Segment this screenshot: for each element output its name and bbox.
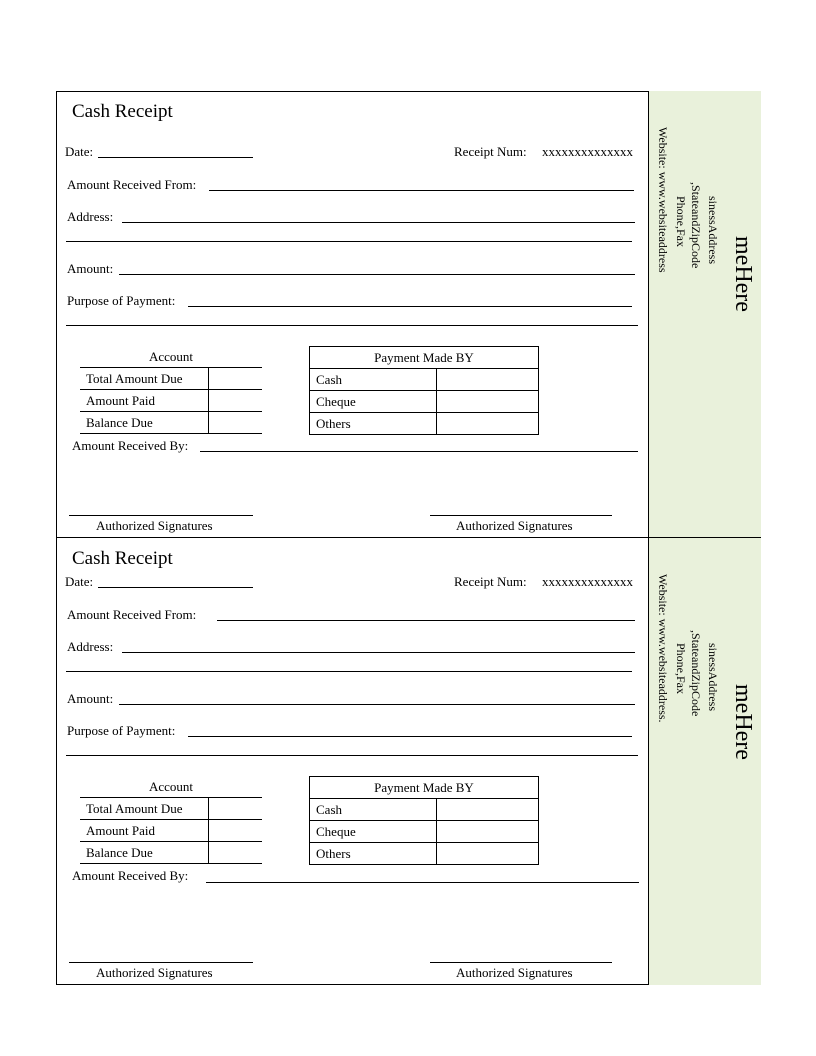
purpose-label: Purpose of Payment: bbox=[67, 723, 176, 738]
address-field-line-2[interactable] bbox=[66, 241, 632, 242]
payment-row-value[interactable] bbox=[437, 821, 539, 843]
account-row-value[interactable] bbox=[209, 390, 263, 412]
signature-line-left[interactable] bbox=[69, 962, 253, 963]
payment-row-label: Cheque bbox=[310, 391, 437, 413]
signature-label-right: Authorized Signatures bbox=[456, 518, 573, 533]
address-field[interactable] bbox=[122, 652, 635, 653]
payment-row-value[interactable] bbox=[437, 799, 539, 821]
signature-label-left: Authorized Signatures bbox=[96, 965, 213, 980]
account-row-value[interactable] bbox=[209, 412, 263, 434]
payment-row-label: Cash bbox=[310, 799, 437, 821]
account-row-value[interactable] bbox=[209, 820, 263, 842]
signature-line-right[interactable] bbox=[430, 515, 612, 516]
amount-label: Amount: bbox=[67, 261, 114, 276]
amount-field[interactable] bbox=[119, 274, 635, 275]
payment-row-label: Cash bbox=[310, 369, 437, 391]
purpose-field-line-2[interactable] bbox=[66, 755, 638, 756]
payment-row-label: Others bbox=[310, 413, 437, 435]
purpose-field[interactable] bbox=[188, 736, 632, 737]
address-field-line-2[interactable] bbox=[66, 671, 632, 672]
amount-label: Amount: bbox=[67, 691, 114, 706]
payment-row-value[interactable] bbox=[437, 413, 539, 435]
amount-received-from-label: Amount Received From: bbox=[67, 177, 197, 192]
address-field[interactable] bbox=[122, 222, 635, 223]
receipt-num-value: xxxxxxxxxxxxxx bbox=[542, 574, 633, 589]
payment-table bbox=[309, 776, 539, 865]
amount-received-from-field[interactable] bbox=[209, 190, 634, 191]
account-row-label: Balance Due bbox=[80, 842, 209, 864]
company-address: sinessAddress bbox=[706, 196, 720, 264]
amount-received-by-label: Amount Received By: bbox=[72, 438, 189, 453]
amount-received-from-field[interactable] bbox=[217, 620, 635, 621]
signature-line-right[interactable] bbox=[430, 962, 612, 963]
amount-received-by-field[interactable] bbox=[200, 451, 638, 452]
account-table-header: Account bbox=[80, 776, 262, 798]
date-label: Date: bbox=[65, 574, 94, 589]
payment-table-header: Payment Made BY bbox=[310, 777, 539, 799]
account-row-label: Total Amount Due bbox=[80, 368, 209, 390]
amount-field[interactable] bbox=[119, 704, 635, 705]
account-row-label: Balance Due bbox=[80, 412, 209, 434]
company-phone-fax: Phone,Fax bbox=[674, 643, 688, 694]
company-state-zip: ,StateandZipCode bbox=[689, 182, 703, 269]
payment-table-header: Payment Made BY bbox=[310, 347, 539, 369]
company-name: meHere bbox=[730, 236, 756, 312]
receipt-num-value: xxxxxxxxxxxxxx bbox=[542, 144, 633, 159]
signature-line-left[interactable] bbox=[69, 515, 253, 516]
payment-row-value[interactable] bbox=[437, 843, 539, 865]
date-field[interactable] bbox=[98, 157, 253, 158]
date-label: Date: bbox=[65, 144, 94, 159]
address-label: Address: bbox=[67, 639, 114, 654]
account-row-label: Total Amount Due bbox=[80, 798, 209, 820]
receipt-title: Cash Receipt bbox=[72, 548, 173, 569]
purpose-field-line-2[interactable] bbox=[66, 325, 638, 326]
company-name: meHere bbox=[730, 684, 756, 760]
payment-table bbox=[309, 346, 539, 435]
account-row-label: Amount Paid bbox=[80, 820, 209, 842]
payment-row-value[interactable] bbox=[437, 369, 539, 391]
payment-row-label: Others bbox=[310, 843, 437, 865]
account-row-value[interactable] bbox=[209, 798, 263, 820]
address-label: Address: bbox=[67, 209, 114, 224]
amount-received-by-field[interactable] bbox=[206, 882, 639, 883]
company-website: Website: www.websiteaddress bbox=[656, 127, 670, 273]
company-website: Website: www.websiteaddress. bbox=[656, 574, 670, 723]
account-table-header: Account bbox=[80, 346, 262, 368]
purpose-field[interactable] bbox=[188, 306, 632, 307]
date-field[interactable] bbox=[98, 587, 253, 588]
amount-received-from-label: Amount Received From: bbox=[67, 607, 197, 622]
company-phone-fax: Phone,Fax bbox=[674, 196, 688, 247]
payment-row-label: Cheque bbox=[310, 821, 437, 843]
purpose-label: Purpose of Payment: bbox=[67, 293, 176, 308]
company-state-zip: ,StateandZipCode bbox=[689, 630, 703, 717]
receipt-title: Cash Receipt bbox=[72, 101, 173, 122]
signature-label-left: Authorized Signatures bbox=[96, 518, 213, 533]
account-row-value[interactable] bbox=[209, 842, 263, 864]
payment-row-value[interactable] bbox=[437, 391, 539, 413]
receipt-num-label: Receipt Num: bbox=[454, 144, 527, 159]
account-table bbox=[80, 776, 262, 864]
signature-label-right: Authorized Signatures bbox=[456, 965, 573, 980]
amount-received-by-label: Amount Received By: bbox=[72, 868, 189, 883]
account-row-label: Amount Paid bbox=[80, 390, 209, 412]
account-row-value[interactable] bbox=[209, 368, 263, 390]
company-address: sinessAddress bbox=[706, 643, 720, 711]
account-table bbox=[80, 346, 262, 434]
receipt-num-label: Receipt Num: bbox=[454, 574, 527, 589]
